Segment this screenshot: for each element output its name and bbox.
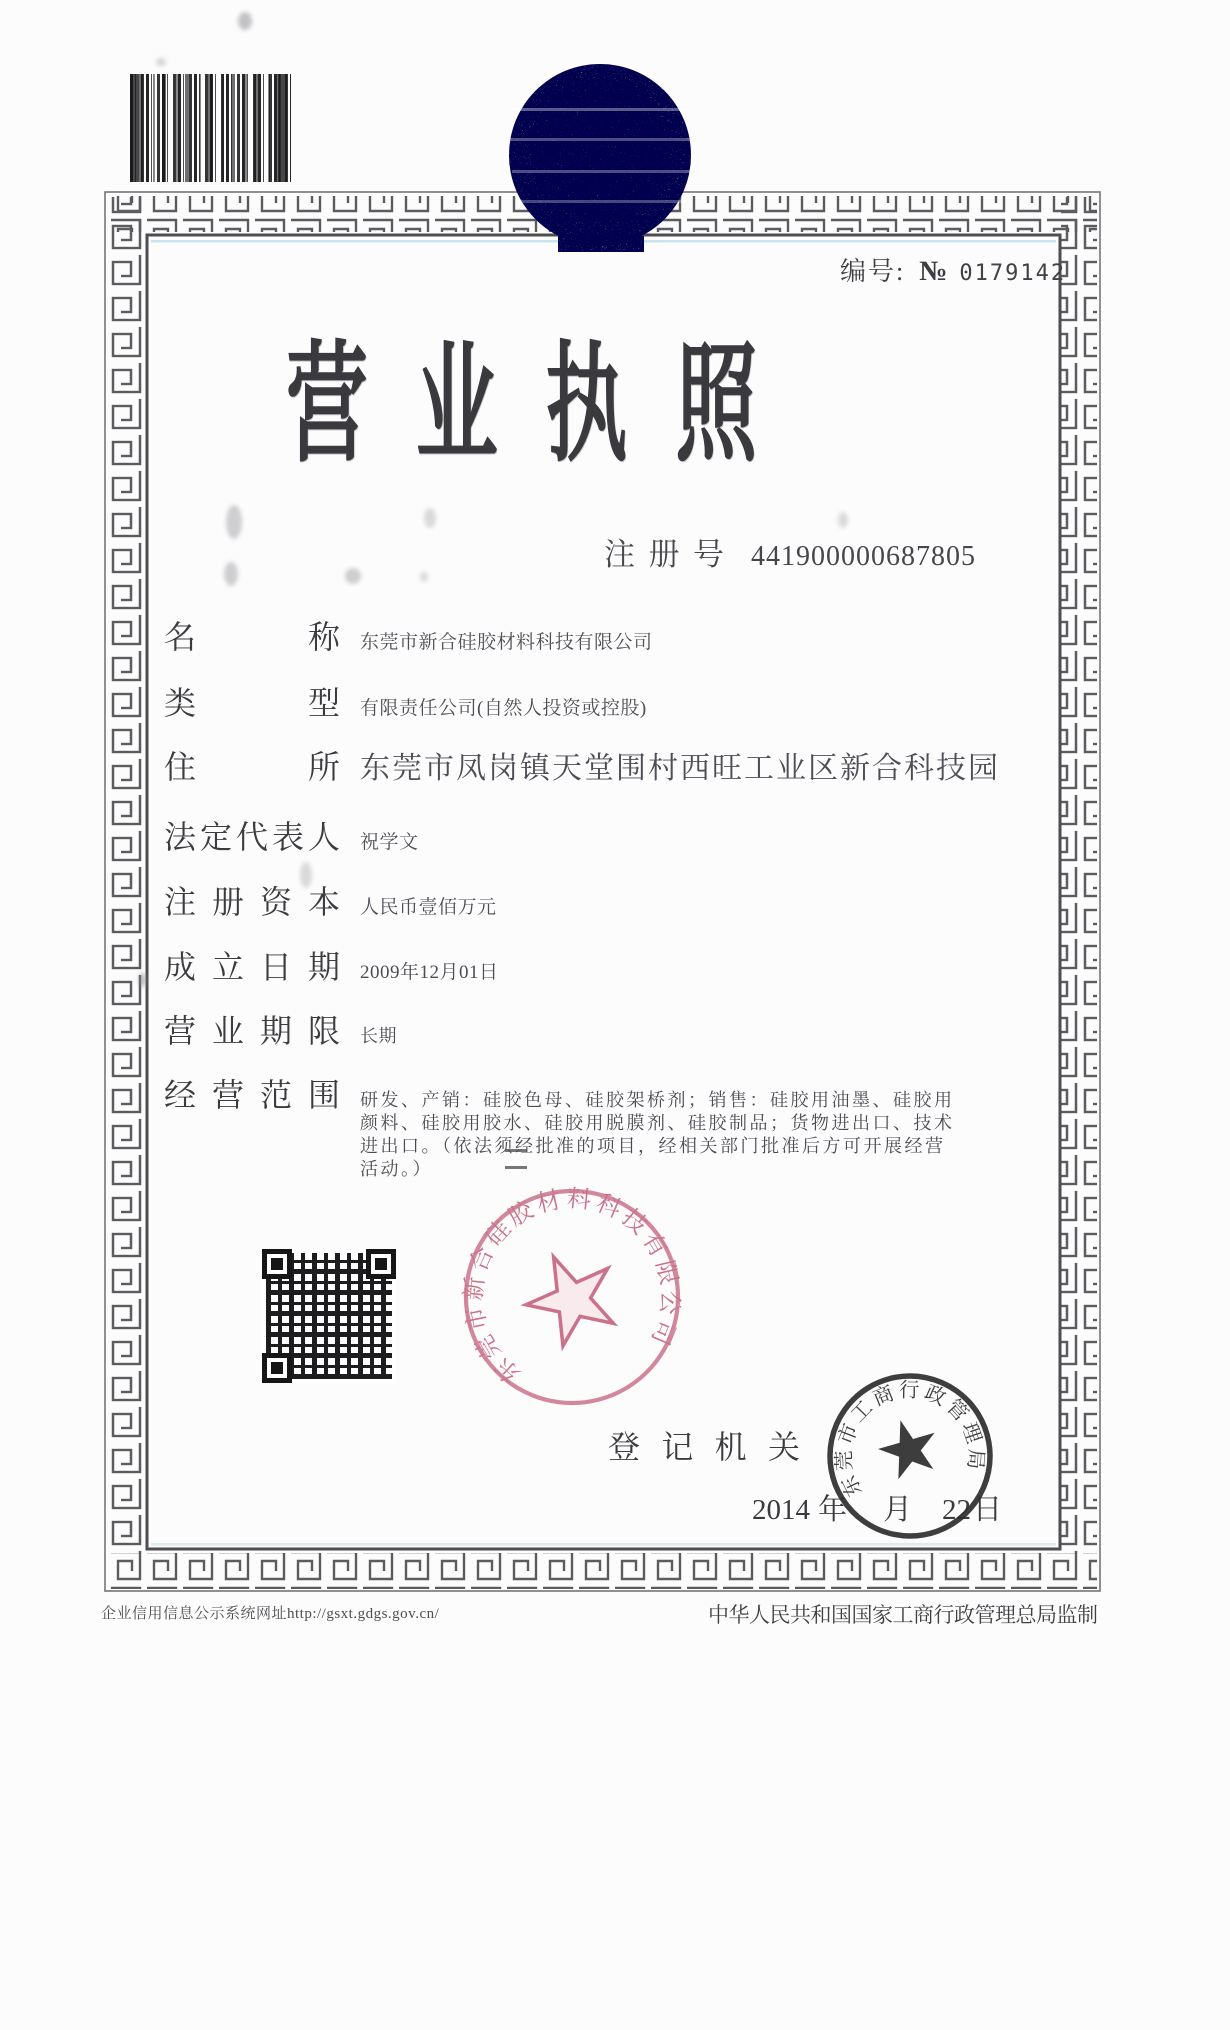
registration-value: 441900000687805 [751,541,976,572]
field-label: 法定代表人 [164,819,340,855]
numero-symbol: № [919,256,950,287]
star-icon [872,1412,944,1482]
issue-year-unit: 年 [818,1494,848,1526]
footer-issuing-authority: 中华人民共和国国家工商行政管理总局监制 [708,1603,1098,1627]
field-value: 研发、产销：硅胶色母、硅胶架桥剂；销售：硅胶用油墨、硅胶用颜料、硅胶用胶水、硅胶用脱膜剂、硅胶制品；货物进出口、技术进出口。（依法须经批准的项目，经相关部门批准后方可开展经营活动。） [360,1090,955,1179]
field-value: 东莞市新合硅胶材料科技有限公司 [360,632,653,653]
field-value: 2009年12月01日 [360,962,499,983]
company-seal-text: 东莞市新合硅胶材料科技有限公司 [461,1186,683,1388]
field-label: 类型 [164,685,340,721]
registration-label: 注册号 [604,537,724,572]
issue-month-unit: 月 [883,1494,913,1526]
field-value: 长期 [360,1026,397,1046]
registrar-label: 登记机关 [608,1429,800,1465]
serial-number: 0179142 [959,261,1067,286]
footer-publicity-url: 企业信用信息公示系统网址http://gsxt.gdgs.gov.cn/ [101,1606,440,1622]
field-value: 有限责任公司(自然人投资或控股) [360,698,647,719]
issue-day: 22 [942,1494,972,1526]
field-label: 经营范围 [164,1077,340,1113]
field-label: 成立日期 [164,949,340,985]
issue-year: 2014 [752,1494,810,1526]
company-seal [437,1162,705,1427]
field-label: 名称 [164,619,340,655]
field-label: 营业期限 [164,1013,340,1049]
star-icon [513,1239,629,1353]
registrar-seal [817,1363,1002,1548]
field-label: 住所 [164,749,340,785]
registrar-seal-text: 东莞市工商行政管理局 [833,1379,987,1500]
serial-prefix: 编号: [840,257,906,286]
field-value: 人民币壹佰万元 [360,897,497,918]
issue-day-unit: 日 [973,1494,1003,1526]
field-value: 祝学文 [360,832,419,853]
field-label: 注册资本 [164,884,340,920]
document-title: 营业执照 [286,334,806,478]
field-value: 东莞市凤岗镇天堂围村西旺工业区新合科技园 [360,752,1000,785]
